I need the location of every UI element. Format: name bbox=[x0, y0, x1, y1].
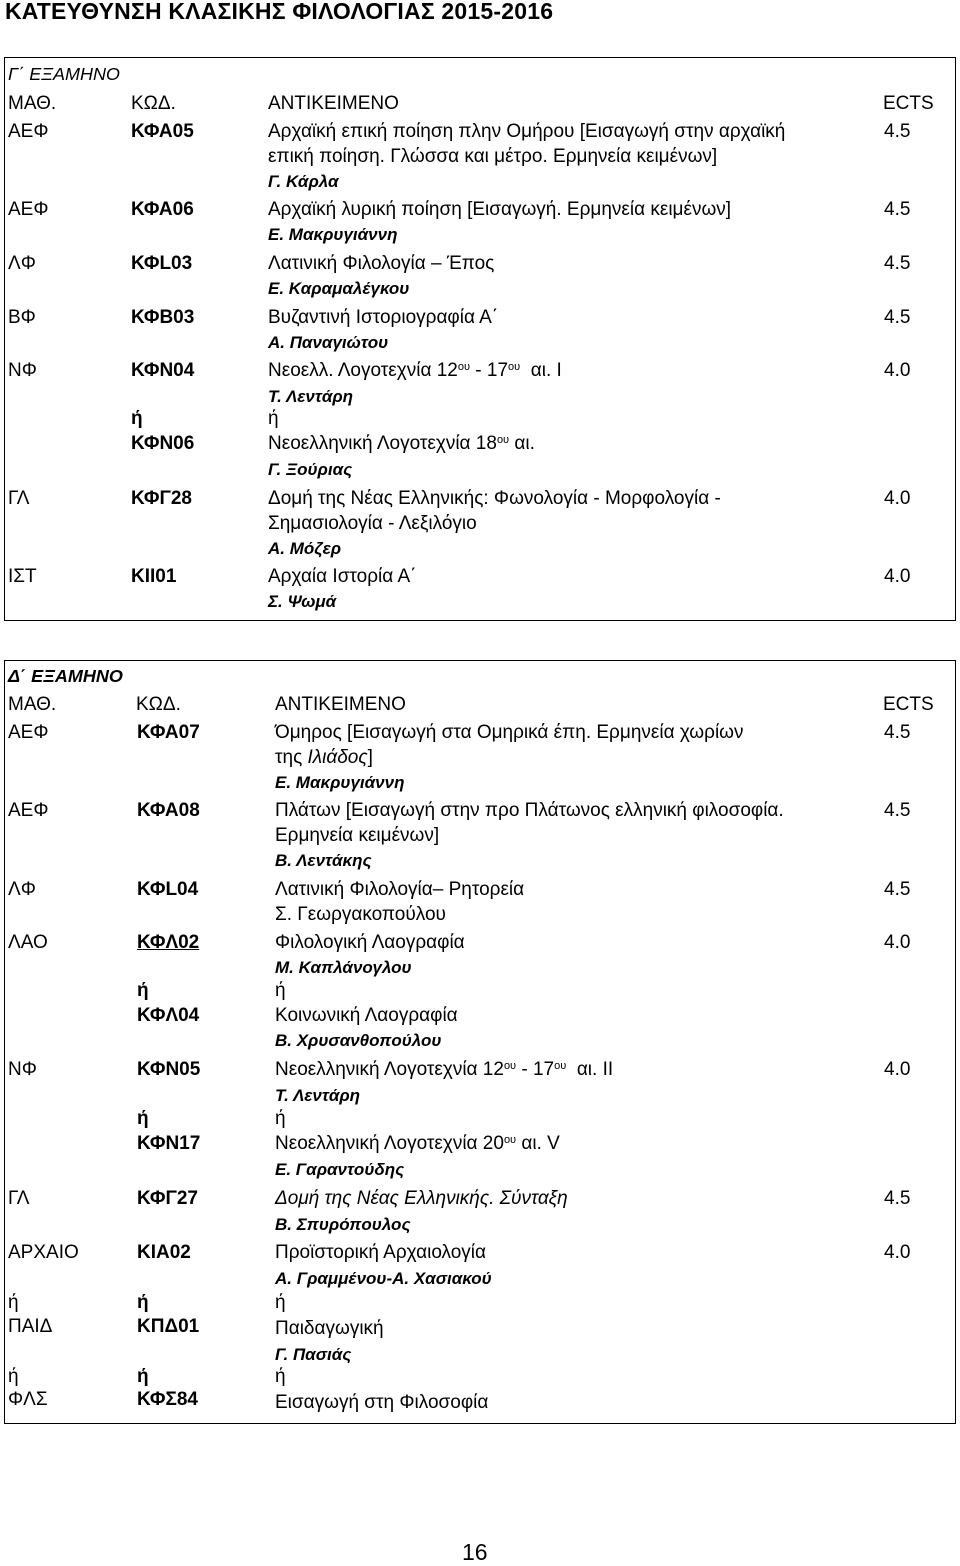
course-subject-cont: Ερμηνεία κειμένων] bbox=[275, 825, 440, 846]
course-ects: 4.5 bbox=[884, 307, 911, 328]
course-type: ΛΦ bbox=[8, 879, 36, 900]
course-ects: 4.5 bbox=[884, 879, 911, 900]
or-label: ή bbox=[137, 1292, 149, 1313]
header-ects: ECTS bbox=[883, 694, 934, 715]
course-code: ΚΦΛ02 bbox=[137, 932, 200, 953]
course-subject-alt: Κοινωνική Λαογραφία bbox=[275, 1005, 458, 1026]
course-instructor-alt: Β. Χρυσανθοπούλου bbox=[275, 1031, 442, 1050]
course-type: ΓΛ bbox=[8, 1188, 30, 1209]
course-subject: Λατινική Φιλολογία – Έπος bbox=[268, 253, 495, 274]
course-instructor: Μ. Καπλάνογλου bbox=[275, 958, 412, 977]
course-subject-alt: Νεοελληνική Λογοτεχνία $20^{o\upsilon}$ αι. V bbox=[275, 1133, 560, 1154]
course-instructor-alt: Γ. Ξούριας bbox=[268, 460, 353, 479]
course-instructor-alt: Γ. Πασιάς bbox=[275, 1345, 352, 1364]
course-subject: Όμηρος [Εισαγωγή στα Ομηρικά έπη. Ερμηνεία χωρίων bbox=[275, 722, 744, 743]
course-type: ΙΣΤ bbox=[8, 566, 37, 587]
course-code: ΚΦΑ05 bbox=[131, 121, 194, 142]
course-instructor: Σ. Γεωργακοπούλου bbox=[275, 904, 446, 925]
course-code: ΚΦΝ05 bbox=[137, 1059, 201, 1080]
course-subject: Αρχαία Ιστορία Α΄ bbox=[268, 566, 417, 587]
course-code: ΚΦΓ28 bbox=[131, 488, 192, 509]
course-code: ΚΦL03 bbox=[131, 253, 193, 274]
header-code: ΚΩΔ. bbox=[136, 694, 181, 715]
page-title: ΚΑΤΕΥΘΥΝΣΗ ΚΛΑΣΙΚΗΣ ΦΙΛΟΛΟΓΙΑΣ 2015-2016 bbox=[5, 0, 554, 24]
course-type: ΑΕΦ bbox=[8, 199, 49, 220]
course-code: ΚΙΙ01 bbox=[131, 566, 177, 587]
course-type: ΝΦ bbox=[8, 1059, 37, 1080]
course-type: ΑΕΦ bbox=[8, 800, 49, 821]
course-ects: 4.0 bbox=[884, 1059, 911, 1080]
course-code: ΚΦΒ03 bbox=[131, 307, 195, 328]
course-code-alt: ΚΦΛ04 bbox=[137, 1005, 200, 1026]
course-type-alt: ΠΑΙΔ bbox=[8, 1316, 53, 1337]
header-ects: ECTS bbox=[883, 93, 934, 114]
course-type: ΑΕΦ bbox=[8, 121, 49, 142]
or-label: ή bbox=[137, 1366, 149, 1387]
course-ects: 4.0 bbox=[884, 932, 911, 953]
course-type: ΝΦ bbox=[8, 360, 37, 381]
course-instructor: Ε. Μακρυγιάννη bbox=[268, 225, 398, 244]
course-subject: Λατινική Φιλολογία– Ρητορεία bbox=[275, 879, 525, 900]
or-label: ή bbox=[131, 408, 143, 429]
course-ects: 4.5 bbox=[884, 121, 911, 142]
course-subject: Φιλολογική Λαογραφία bbox=[275, 932, 465, 953]
course-code: ΚΦL04 bbox=[137, 879, 199, 900]
or-label: ή bbox=[8, 1292, 19, 1313]
course-instructor: Ε. Μακρυγιάννη bbox=[275, 773, 405, 792]
page-number: 16 bbox=[462, 1539, 488, 1565]
course-code: ΚΙΑ02 bbox=[137, 1242, 191, 1263]
course-instructor: Γ. Κάρλα bbox=[268, 172, 339, 191]
course-ects: 4.0 bbox=[884, 360, 911, 381]
course-type: ΑΡΧΑΙΟ bbox=[8, 1242, 79, 1263]
course-subject-alt: Παιδαγωγική bbox=[275, 1318, 384, 1339]
course-subject: Βυζαντινή Ιστοριογραφία Α΄ bbox=[268, 307, 499, 328]
course-instructor: Α. Μόζερ bbox=[268, 539, 342, 558]
course-subject-alt: Εισαγωγή στη Φιλοσοφία bbox=[275, 1392, 489, 1413]
or-label: ή bbox=[275, 1292, 286, 1313]
course-subject: Δομή της Νέας Ελληνικής. Σύνταξη bbox=[275, 1188, 568, 1209]
or-label: ή bbox=[137, 980, 149, 1001]
course-type: ΓΛ bbox=[8, 488, 30, 509]
course-instructor-alt: Ε. Γαραντούδης bbox=[275, 1160, 405, 1179]
course-type: ΛΦ bbox=[8, 253, 36, 274]
course-code-alt: ΚΦΝ06 bbox=[131, 433, 195, 454]
course-code: ΚΦΓ27 bbox=[137, 1188, 198, 1209]
course-type: ΒΦ bbox=[8, 307, 36, 328]
course-type-alt: ΦΛΣ bbox=[8, 1389, 48, 1410]
header-code: ΚΩΔ. bbox=[131, 93, 176, 114]
course-subject-alt: Νεοελληνική Λογοτεχνία $18^{o\upsilon}$ αι. bbox=[268, 433, 535, 454]
course-subject: Αρχαϊκή επική ποίηση πλην Ομήρου [Εισαγωγή στην αρχαϊκή bbox=[268, 121, 786, 142]
course-instructor: Β. Λεντάκης bbox=[275, 851, 372, 870]
course-ects: 4.5 bbox=[884, 199, 911, 220]
or-label: ή bbox=[8, 1366, 19, 1387]
course-subject: Πλάτων [Εισαγωγή στην προ Πλάτωνος ελληνική φιλοσοφία. bbox=[275, 800, 784, 821]
course-subject-cont: της Ιλιάδος] bbox=[275, 747, 373, 768]
course-ects: 4.0 bbox=[884, 566, 911, 587]
course-ects: 4.5 bbox=[884, 722, 911, 743]
course-subject: Νεοελληνική Λογοτεχνία $12^{o\upsilon} - 17^{o\upsilon}$ αι. ΙΙ bbox=[275, 1059, 614, 1080]
or-label: ή bbox=[275, 1108, 286, 1129]
course-instructor: Τ. Λεντάρη bbox=[275, 1086, 361, 1105]
or-label: ή bbox=[275, 1366, 286, 1387]
course-subject: Δομή της Νέας Ελληνικής: Φωνολογία - Μορφολογία - bbox=[268, 488, 721, 509]
course-type: ΑΕΦ bbox=[8, 722, 49, 743]
semester-c-label: Γ΄ ΕΞΑΜΗΝΟ bbox=[8, 64, 120, 84]
course-instructor: Ε. Καραμαλέγκου bbox=[268, 279, 410, 298]
header-subject: ΑΝΤΙΚΕΙΜΕΝΟ bbox=[275, 694, 406, 715]
course-code-alt: ΚΦΝ17 bbox=[137, 1133, 201, 1154]
header-subject: ΑΝΤΙΚΕΙΜΕΝΟ bbox=[268, 93, 399, 114]
course-subject-cont: Σημασιολογία - Λεξιλόγιο bbox=[268, 513, 477, 534]
course-instructor: Σ. Ψωμά bbox=[268, 592, 337, 611]
course-code: ΚΦΑ07 bbox=[137, 722, 200, 743]
or-label: ή bbox=[275, 980, 286, 1001]
course-subject: Προϊστορική Αρχαιολογία bbox=[275, 1242, 487, 1263]
course-subject: Νεοελλ. Λογοτεχνία $12^{o\upsilon} - 17^{o\upsilon}$ αι. Ι bbox=[268, 360, 562, 381]
course-instructor: Α. Γραμμένου-Α. Χασιακού bbox=[275, 1269, 492, 1288]
course-code: ΚΦΝ04 bbox=[131, 360, 195, 381]
header-course-type: ΜΑΘ. bbox=[8, 93, 57, 114]
course-instructor: Τ. Λεντάρη bbox=[268, 387, 354, 406]
course-code: ΚΦΑ08 bbox=[137, 800, 200, 821]
header-course-type: ΜΑΘ. bbox=[8, 694, 57, 715]
semester-d-label: Δ΄ ΕΞΑΜΗΝΟ bbox=[8, 666, 123, 686]
course-code-alt: ΚΠΔ01 bbox=[137, 1316, 200, 1337]
course-ects: 4.5 bbox=[884, 800, 911, 821]
course-subject: Αρχαϊκή λυρική ποίηση [Εισαγωγή. Ερμηνεία κειμένων] bbox=[268, 199, 732, 220]
or-label: ή bbox=[137, 1108, 149, 1129]
course-code-alt: ΚΦΣ84 bbox=[137, 1389, 198, 1410]
course-subject-cont: επική ποίηση. Γλώσσα και μέτρο. Ερμηνεία κειμένων] bbox=[268, 146, 718, 167]
course-ects: 4.0 bbox=[884, 488, 911, 509]
course-instructor: Α. Παναγιώτου bbox=[268, 333, 389, 352]
course-ects: 4.0 bbox=[884, 1242, 911, 1263]
course-code: ΚΦΑ06 bbox=[131, 199, 194, 220]
course-ects: 4.5 bbox=[884, 253, 911, 274]
course-type: ΛΑΟ bbox=[8, 932, 48, 953]
course-instructor: Β. Σπυρόπουλος bbox=[275, 1215, 411, 1234]
course-ects: 4.5 bbox=[884, 1188, 911, 1209]
or-label: ή bbox=[268, 408, 279, 429]
